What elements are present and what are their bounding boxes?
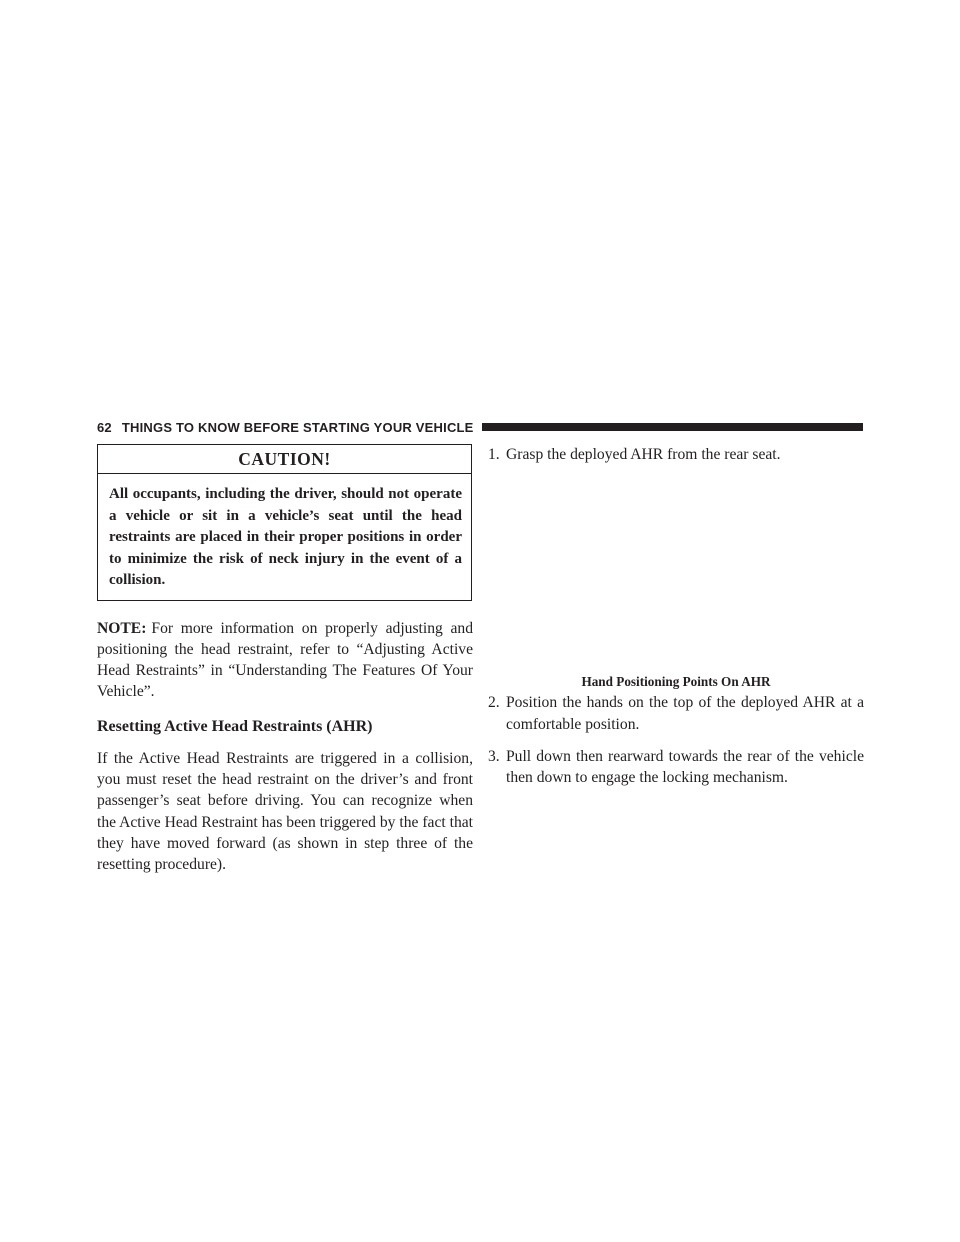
figure-placeholder xyxy=(488,465,864,673)
section-title: THINGS TO KNOW BEFORE STARTING YOUR VEHICLE xyxy=(121,419,474,435)
step-number: 3. xyxy=(488,747,500,765)
note-text: For more information on properly adjusting and positioning the head restraint, refer to “Adjusting Active Head Restraints” in “Understanding The Features Of Your Vehicle”. xyxy=(97,619,473,701)
caution-box xyxy=(97,444,472,601)
section-body: If the Active Head Restraints are triggered in a collision, you must reset the head restraint on the driver’s and front passenger’s seat before driving. You can recognize when the Active Head Restraint has been triggered by the fact that they have moved forward (as shown in step three of the resetting procedure). xyxy=(97,749,473,874)
step-number: 2. xyxy=(488,694,500,712)
step-2 xyxy=(488,692,864,735)
page-number: 62 xyxy=(97,419,112,435)
step-text: Position the hands on the top of the deployed AHR at a comfortable position. xyxy=(506,694,864,733)
step-text: Pull down then rearward towards the rear of the vehicle then down to engage the locking mechanism. xyxy=(506,747,864,787)
step-3 xyxy=(488,746,864,789)
step-1 xyxy=(488,444,864,465)
running-header xyxy=(97,419,863,435)
note-paragraph xyxy=(97,618,473,703)
step-text: Grasp the deployed AHR from the rear seat. xyxy=(506,446,781,463)
caution-title: CAUTION! xyxy=(98,445,471,474)
header-rule xyxy=(482,423,863,431)
section-heading: Resetting Active Head Restraints (AHR) xyxy=(97,717,373,735)
note-label: NOTE: xyxy=(97,619,147,637)
right-column xyxy=(488,444,864,788)
figure-caption: Hand Positioning Points On AHR xyxy=(581,674,771,690)
step-number: 1. xyxy=(488,446,500,463)
left-column xyxy=(97,444,473,875)
caution-text: All occupants, including the driver, should not operate a vehicle or sit in a vehicle’s seat until the head restraints are placed in their proper positions in order to minimize the risk of neck injury in the event of a collision. xyxy=(109,486,462,588)
